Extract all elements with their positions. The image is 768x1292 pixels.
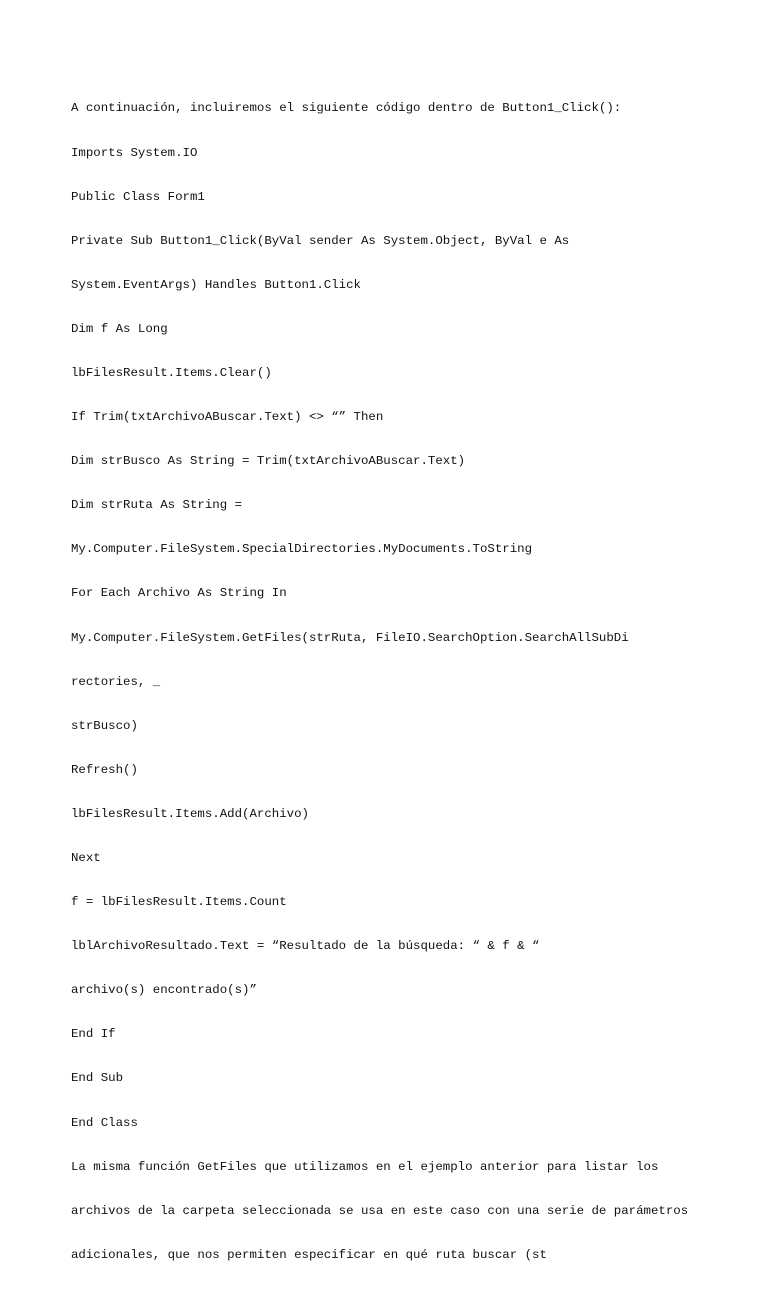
code-line-count: f = lbFilesResult.Items.Count xyxy=(71,895,287,910)
code-line-end-sub: End Sub xyxy=(71,1071,124,1086)
code-line-dim-strbusco: Dim strBusco As String = Trim(txtArchivoABuscar.Text) xyxy=(71,454,466,469)
code-line-class: Public Class Form1 xyxy=(71,189,205,204)
text-line-intro: A continuación, incluiremos el siguiente código dentro de Button1_Click(): xyxy=(71,101,622,116)
text-line-paragraph-1: La misma función GetFiles que utilizamos en el ejemplo anterior para listar los xyxy=(71,1159,659,1174)
code-line-clear: lbFilesResult.Items.Clear() xyxy=(71,365,272,380)
code-line-if: If Trim(txtArchivoABuscar.Text) <> “” Then xyxy=(71,410,384,425)
code-line-dim-strruta: Dim strRuta As String = xyxy=(71,498,243,513)
code-line-add-item: lbFilesResult.Items.Add(Archivo) xyxy=(71,806,309,821)
code-line-refresh: Refresh() xyxy=(71,762,138,777)
code-line-result-text-cont: archivo(s) encontrado(s)” xyxy=(71,983,257,998)
code-line-end-if: End If xyxy=(71,1027,116,1042)
code-line-sub-signature-cont: System.EventArgs) Handles Button1.Click xyxy=(71,277,361,292)
code-line-imports: Imports System.IO xyxy=(71,145,198,160)
code-line-result-text: lblArchivoResultado.Text = “Resultado de la búsqueda: “ & f & “ xyxy=(71,939,540,954)
code-line-end-class: End Class xyxy=(71,1115,138,1130)
code-line-strbusco-arg: strBusco) xyxy=(71,718,138,733)
code-line-getfiles-cont: rectories, _ xyxy=(71,674,161,689)
text-line-paragraph-3: adicionales, que nos permiten especificar en qué ruta buscar (st xyxy=(71,1247,547,1262)
code-line-mydocuments: My.Computer.FileSystem.SpecialDirectories.MyDocuments.ToString xyxy=(71,542,533,557)
code-line-sub-signature: Private Sub Button1_Click(ByVal sender As System.Object, ByVal e As xyxy=(71,233,570,248)
code-line-for-each: For Each Archivo As String In xyxy=(71,586,287,601)
code-line-dim-f: Dim f As Long xyxy=(71,321,168,336)
text-line-paragraph-2: archivos de la carpeta seleccionada se usa en este caso con una serie de parámetros xyxy=(71,1203,689,1218)
code-line-getfiles: My.Computer.FileSystem.GetFiles(strRuta, FileIO.SearchOption.SearchAllSubDi xyxy=(71,630,629,645)
document-text xyxy=(71,72,751,1292)
code-line-next: Next xyxy=(71,851,101,865)
